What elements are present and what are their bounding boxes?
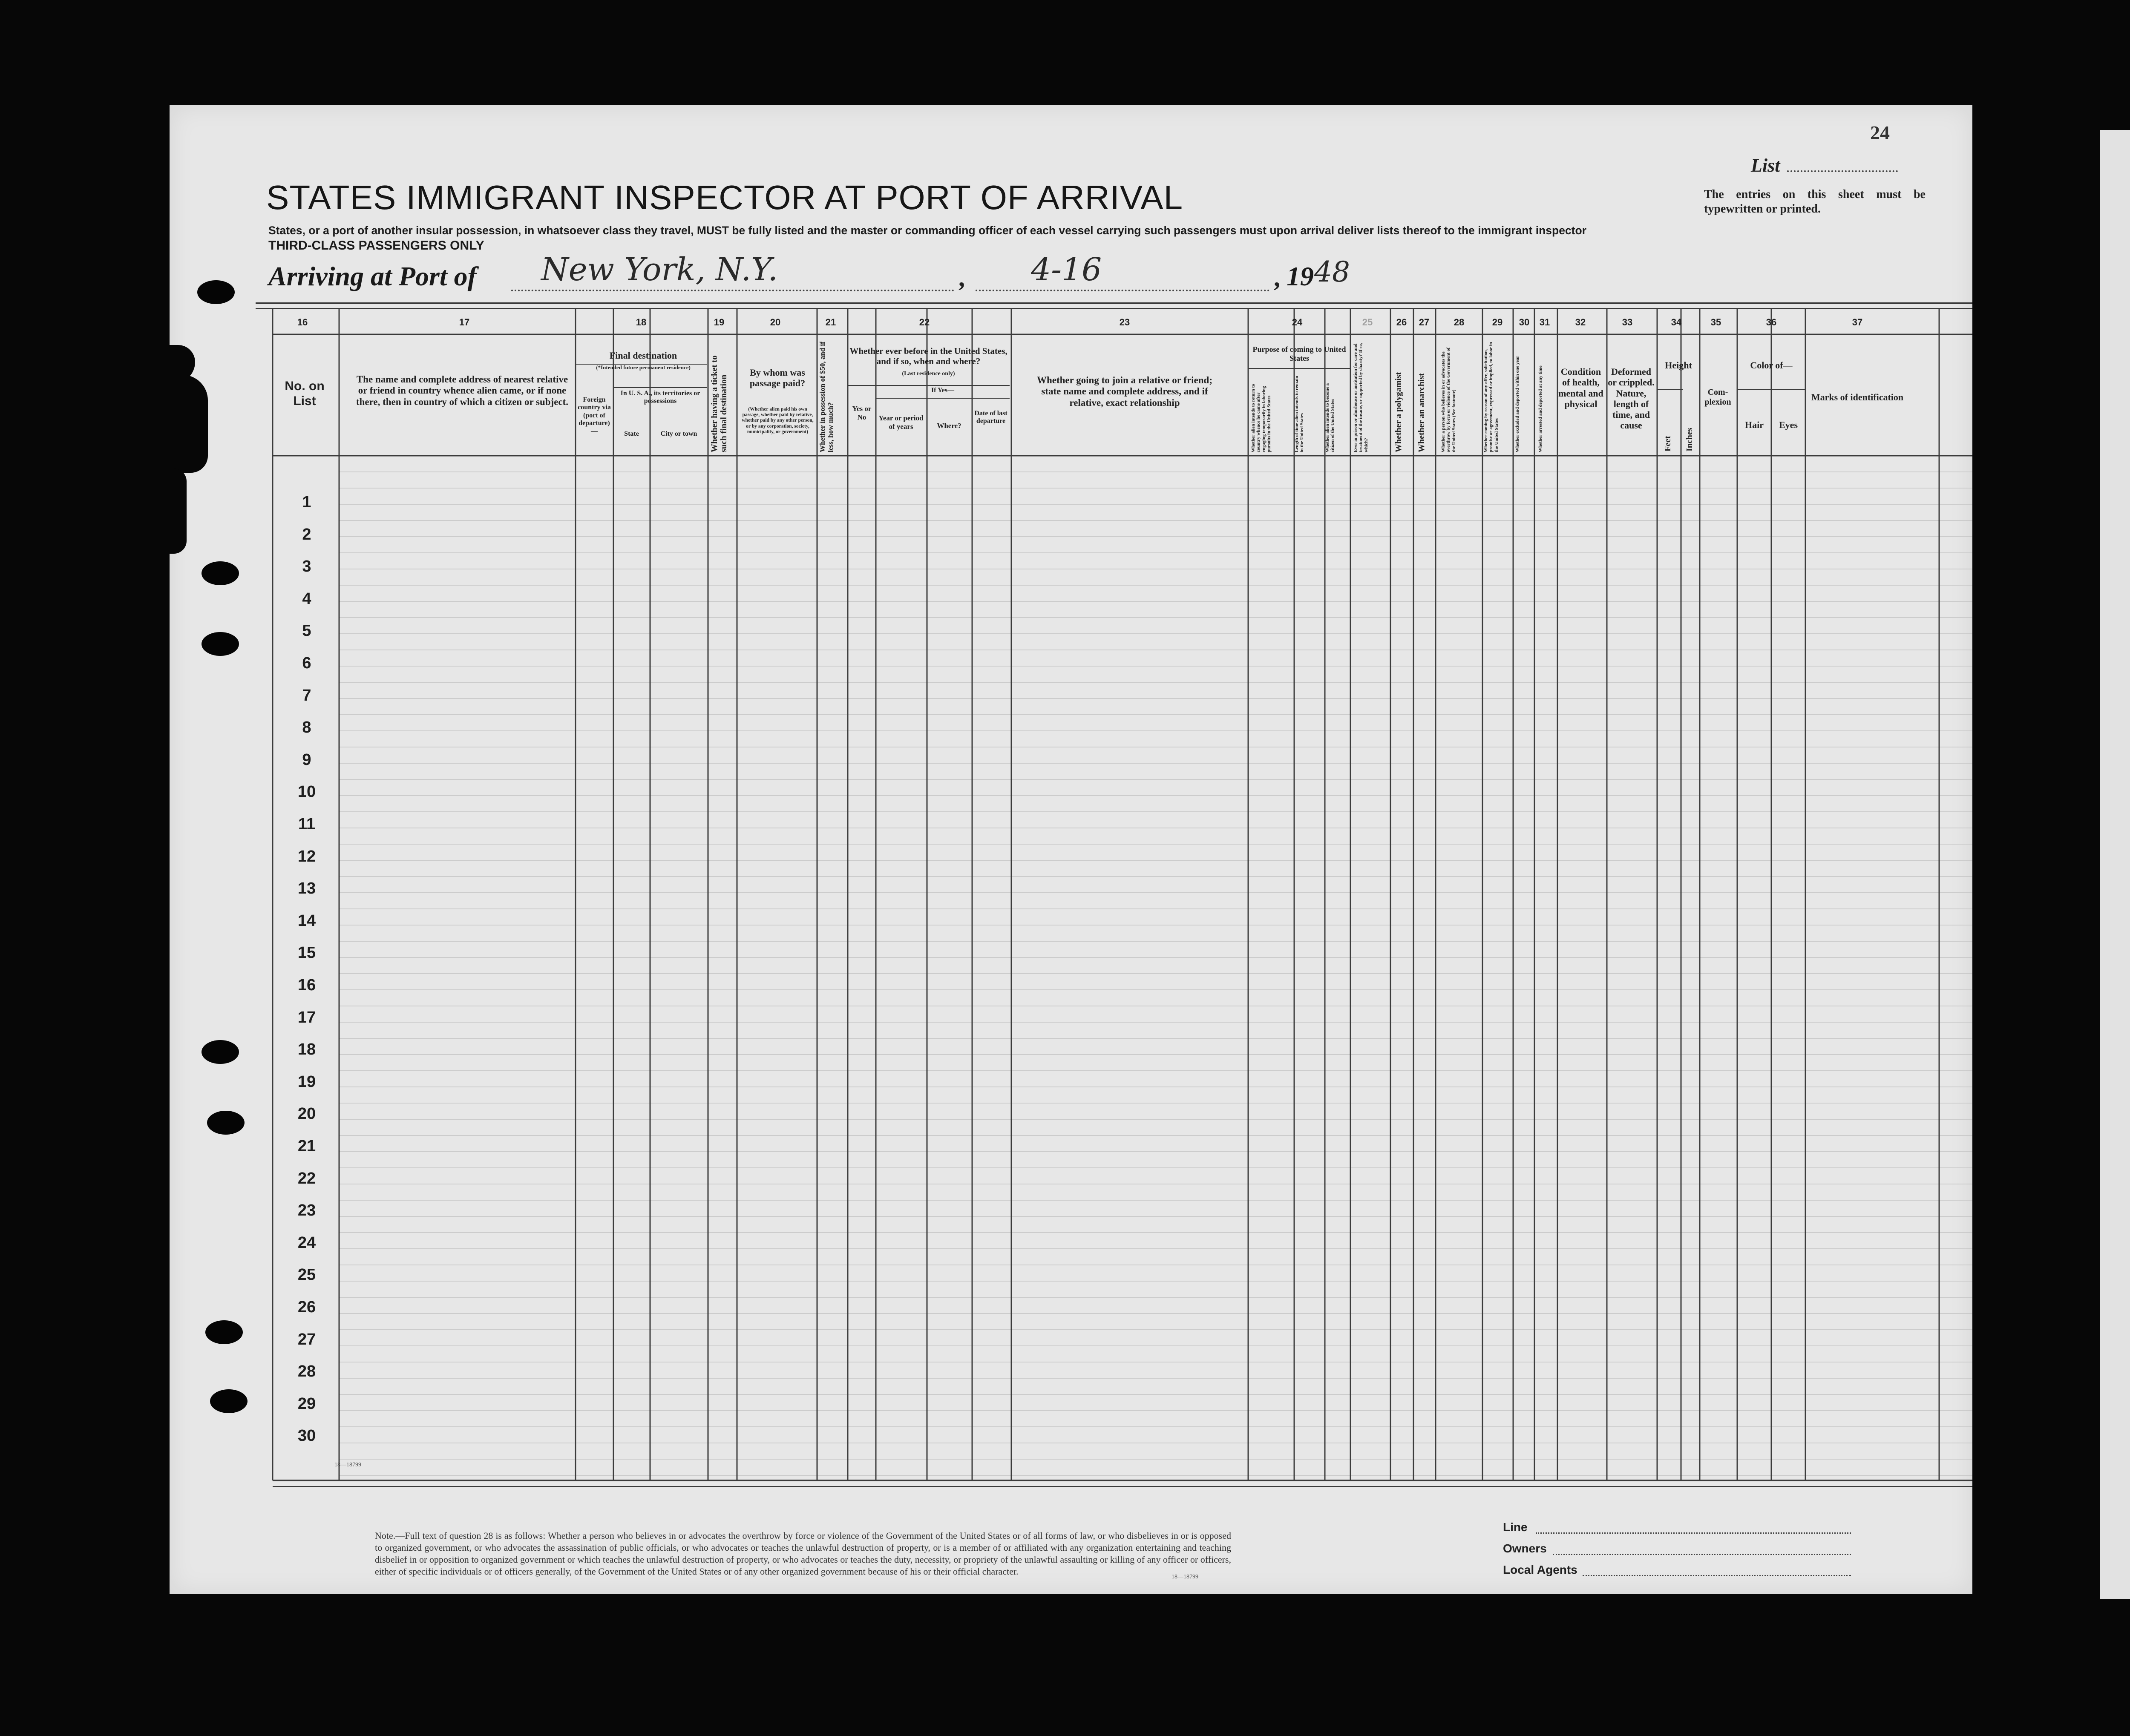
header-marks: Marks of identification <box>1811 392 1904 402</box>
header-no-on-list: No. on List <box>285 379 325 408</box>
page-title: STATES IMMIGRANT INSPECTOR AT PORT OF ARRIVAL <box>266 178 1183 216</box>
col-num-27: 27 <box>1419 317 1430 328</box>
header-final-destination-note: (*Intended future permanent residence) <box>596 364 691 371</box>
col-num-16: 16 <box>297 317 308 328</box>
header-purpose-a: Whether alien intends to return to country whence he came after engaging temporarily in laboring pursuits in the United States <box>1251 384 1272 452</box>
header-ticket: Whether having a ticket to such final destination <box>710 355 728 452</box>
footer-owners-field <box>1553 1554 1851 1555</box>
row-number: 15 <box>297 944 316 962</box>
class-line: THIRD-CLASS PASSENGERS ONLY <box>268 239 484 253</box>
header-q28: Whether a person who believes in or advocates the overthrow by force or violence of the Government of the United States (See footnote) <box>1441 347 1456 452</box>
header-passage-note: (Whether alien paid his own passage, whether paid by relative, whether paid by any other person, or by any corporation, society, municipality, or government) <box>742 407 814 434</box>
header-prison: Ever in prison or almshouse or institution for care and treatment of the insane, or supported by charity? If so, which? <box>1353 343 1369 452</box>
footer-agents-label: Local Agents <box>1503 1563 1577 1576</box>
row-number: 7 <box>302 686 311 704</box>
header-q31: Whether arrested and deported at any time <box>1538 365 1543 452</box>
col-num-35: 35 <box>1710 317 1721 328</box>
row-number: 5 <box>302 622 311 640</box>
col-num-21: 21 <box>825 317 836 328</box>
header-purpose: Purpose of coming to United States <box>1252 345 1346 362</box>
header-inches: Inches <box>1685 428 1694 451</box>
year-prefix: 19 <box>1287 261 1314 291</box>
header-if-yes: If Yes— <box>931 387 955 394</box>
col-num-30: 30 <box>1519 317 1530 328</box>
col-num-18: 18 <box>636 317 647 328</box>
question-28-note: Note.—Full text of question 28 is as follows: Whether a person who believes in or advocates the overthrow by force or violence of the Government of the United States or of all forms of law, or who disbelieves in or is opposed to organized government, or who advocates the assassination of public officials, or who advocates or teaches the unlawful destruction of property, or is a member of or affiliated with any organization entertaining and teaching disbelief in or opposition to organized government or which teaches the unlawful destruction of property, or who advocates or teaches the duty, necessity, or propriety of the unlawful assaulting or killing of any officer or officers, either of specific individuals or of officers generally, of the Government of the United States or of any other organized government because of his or their official character. <box>375 1530 1231 1577</box>
row-number: 12 <box>297 847 316 865</box>
row-number: 10 <box>297 783 316 801</box>
header-yes-no: Yes or No <box>852 405 872 421</box>
row-number: 16 <box>297 976 316 994</box>
row-number: 23 <box>297 1201 316 1220</box>
header-hair: Hair <box>1745 420 1764 430</box>
col-num-20: 20 <box>770 317 781 328</box>
row-number: 21 <box>297 1137 316 1155</box>
note-code: 18—18799 <box>1172 1574 1198 1580</box>
col-num-37: 37 <box>1852 317 1863 328</box>
form-code: 18—18799 <box>334 1462 361 1468</box>
footer-owners-label: Owners <box>1503 1542 1547 1555</box>
header-polygamist: Whether a polygamist <box>1394 372 1403 452</box>
row-number: 26 <box>297 1298 316 1316</box>
row-number: 24 <box>297 1233 316 1252</box>
header-purpose-b: Length of time alien intends to remain in the United States <box>1294 376 1305 452</box>
col-num-26: 26 <box>1396 317 1407 328</box>
row-number: 4 <box>302 589 311 608</box>
arriving-label: Arriving at Port of <box>268 261 477 291</box>
page-number: 24 <box>1870 122 1890 144</box>
header-city: City or town <box>660 430 697 437</box>
col-num-34: 34 <box>1671 317 1682 328</box>
row-number: 6 <box>302 654 311 672</box>
header-q29: Whether coming by reason of any offer, solicitation, promise or agreement, expressed or implied, to labor in the United States <box>1483 342 1499 452</box>
row-number: 1 <box>302 493 311 511</box>
row-number: 29 <box>297 1394 316 1413</box>
row-number: 14 <box>297 911 316 930</box>
header-money: Whether in possession of $50, and if less, how much? <box>818 342 835 452</box>
header-eyes: Eyes <box>1779 420 1798 430</box>
footer-line-label: Line <box>1503 1520 1528 1534</box>
header-feet: Feet <box>1663 436 1672 451</box>
row-number: 28 <box>297 1362 316 1381</box>
header-passage-paid: By whom was passage paid? <box>749 367 806 389</box>
row-number: 27 <box>297 1330 316 1348</box>
row-number: 25 <box>297 1266 316 1284</box>
col-num-24: 24 <box>1292 317 1303 328</box>
date-handwritten: 4-16 <box>1031 251 1102 288</box>
col-num-28: 28 <box>1454 317 1465 328</box>
footer-line-field <box>1536 1532 1851 1534</box>
comma: , <box>958 264 965 292</box>
port-handwritten: New York, N.Y. <box>541 251 778 288</box>
header-anarchist: Whether an anarchist <box>1417 373 1426 452</box>
header-height: Height <box>1665 360 1692 371</box>
header-final-destination: Final destination <box>609 350 677 361</box>
row-number: 20 <box>297 1105 316 1123</box>
page-subtitle: States, or a port of another insular possession, in whatsoever class they travel, MUST be fully listed and the master or commanding officer of each vessel carrying such passengers must upon arrival deliver lists thereof to the immigrant inspector <box>268 224 1587 237</box>
col-num-29: 29 <box>1492 317 1503 328</box>
row-number: 19 <box>297 1072 316 1091</box>
header-q30: Whether excluded and deported within one year <box>1515 356 1520 452</box>
header-foreign-country: Foreign country via (port of departure)— <box>578 396 611 435</box>
col-num-19: 19 <box>714 317 725 328</box>
row-number: 13 <box>297 879 316 898</box>
list-label: List <box>1751 155 1780 176</box>
header-join-relative: Whether going to join a relative or friend; state name and complete address, and if relative, exact relationship <box>1036 375 1213 408</box>
header-relative-abroad: The name and complete address of nearest relative or friend in country whence alien came, or if none there, then in country of which a citizen or subject. <box>356 374 569 407</box>
row-number: 9 <box>302 750 311 769</box>
row-number: 8 <box>302 719 311 737</box>
row-number: 2 <box>302 525 311 543</box>
header-last-residence: (Last residence only) <box>902 371 955 377</box>
row-number: 22 <box>297 1169 316 1187</box>
sheet-instructions: The entries on this sheet must be typewritten or printed. <box>1704 188 1926 216</box>
col-num-23: 23 <box>1119 317 1130 328</box>
header-purpose-c: Whether alien intends to become a citizen of the United States <box>1325 383 1336 452</box>
header-date-departure: Date of last departure <box>974 410 1007 425</box>
comma: , <box>1274 264 1280 292</box>
col-num-32: 32 <box>1575 317 1586 328</box>
col-num-22: 22 <box>919 317 930 328</box>
col-num-36: 36 <box>1766 317 1777 328</box>
row-number: 17 <box>297 1008 316 1026</box>
footer-agents-field <box>1583 1575 1851 1576</box>
row-number: 11 <box>298 815 316 833</box>
header-in-usa: In U. S. A., its territories or possessions <box>620 390 700 405</box>
row-number: 18 <box>297 1040 316 1059</box>
col-num-33: 33 <box>1622 317 1633 328</box>
header-color-of: Color of— <box>1750 360 1793 371</box>
header-state: State <box>624 430 639 437</box>
header-years: Year or period of years <box>878 414 924 431</box>
col-num-17: 17 <box>459 317 470 328</box>
row-number: 30 <box>297 1427 316 1445</box>
row-number: 3 <box>302 558 311 576</box>
header-health: Condition of health, mental and physical <box>1558 366 1603 409</box>
header-deformed: Deformed or crippled. Nature, length of time, and cause <box>1608 366 1655 431</box>
header-complexion: Com-plexion <box>1704 388 1731 407</box>
year-handwritten: 48 <box>1314 256 1350 288</box>
header-before-us: Whether ever before in the United States, and if so, when and where? <box>849 346 1007 367</box>
header-where: Where? <box>937 422 961 430</box>
col-num-31: 31 <box>1539 317 1550 328</box>
col-num-25: 25 <box>1362 317 1373 328</box>
